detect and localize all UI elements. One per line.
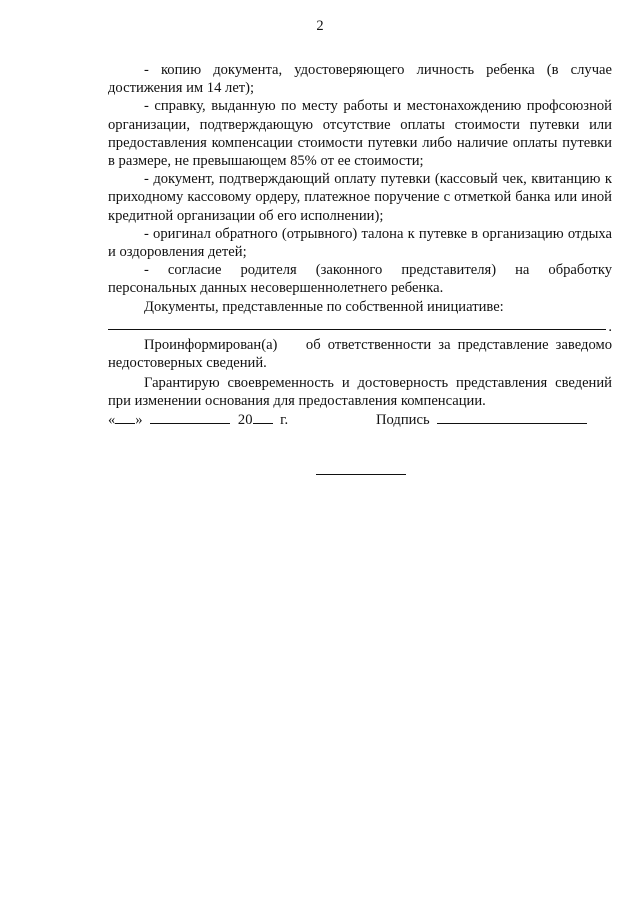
month-blank (150, 409, 230, 424)
list-item-payment-document: - документ, подтверждающий оплату путевки (кассовый чек, квитанцию к приходному кассовому ордеру, платежное поручение с отметкой банка или иной кредитной организации об его исполнении); (108, 171, 612, 224)
day-blank (115, 409, 135, 424)
list-item-work-certificate: - справку, выданную по месту работы и местонахождению профсоюзной организации, подтверждающую отсутствие оплаты стоимости путевки или предоставления компенсации стоимости путевки либо наличие оплаты путевки в размере, не превышающем 85% от ее стоимости; (108, 98, 612, 170)
signature-field (376, 409, 587, 429)
guarantee-statement: Гарантирую своевременность и достоверность представления сведений при изменении основания для предоставления компенсации. (108, 375, 612, 410)
list-item-identity-document: - копию документа, удостоверяющего личность ребенка (в случае достижения им 14 лет); (108, 62, 612, 97)
year-prefix: 20 (237, 412, 253, 428)
informed-statement: Проинформирован(а) об ответственности за представление заведомо недостоверных сведений. (108, 336, 616, 372)
blank-line-end: . (608, 318, 612, 335)
date-field (108, 409, 288, 429)
signature-blank (437, 409, 587, 424)
year-blank (253, 409, 273, 424)
list-item-parent-consent: - согласие родителя (законного представителя) на обработку персональных данных несовершеннолетнего ребенка. (108, 262, 612, 297)
signature-label: Подпись (376, 412, 430, 428)
date-open-quote: « (108, 412, 116, 428)
blank-line-rule (108, 329, 606, 330)
page-number: 2 (316, 18, 324, 34)
year-suffix: г. (280, 412, 289, 428)
document-body (108, 61, 616, 411)
signature-row (108, 409, 612, 429)
own-initiative-blank-line (108, 318, 612, 336)
date-close-quote: » (135, 412, 143, 428)
end-of-document-rule (316, 474, 406, 475)
list-item-voucher-coupon: - оригинал обратного (отрывного) талона к путевке в организацию отдыха и оздоровления детей; (108, 225, 612, 261)
own-initiative-label: Документы, представленные по собственной инициативе: (144, 298, 504, 315)
